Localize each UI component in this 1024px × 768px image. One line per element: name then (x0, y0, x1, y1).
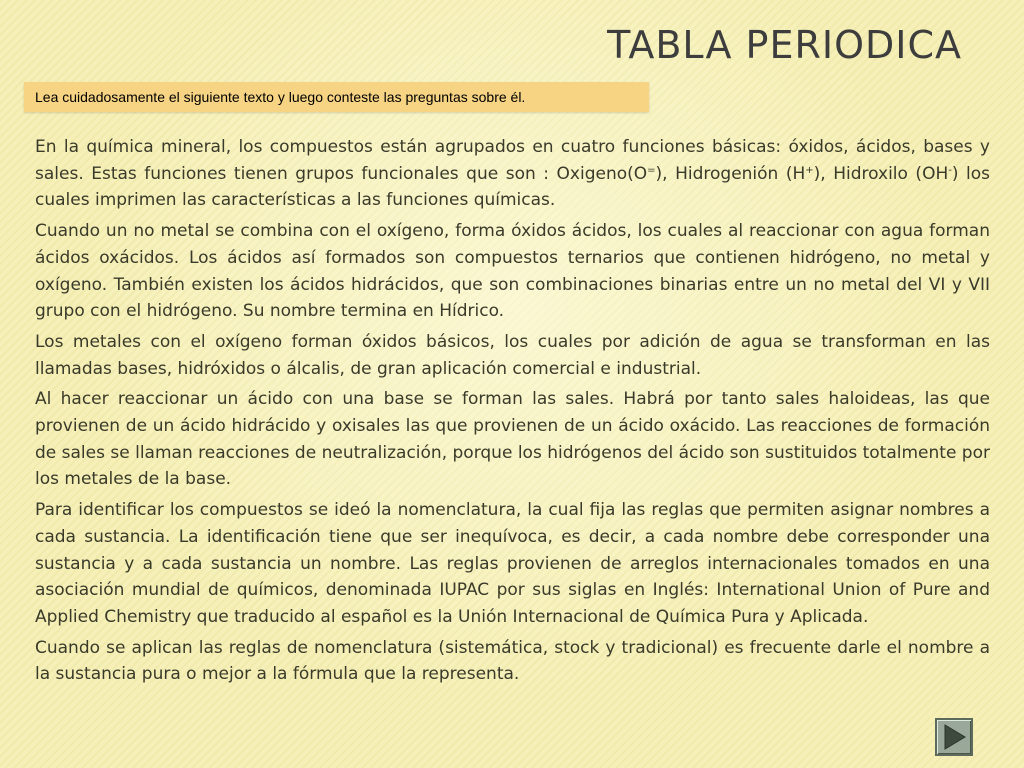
instruction-text: Lea cuidadosamente el siguiente texto y luego conteste las preguntas sobre él. (35, 89, 526, 105)
paragraph-bases: Los metales con el oxígeno forman óxidos básicos, los cuales por adición de agua se transforman en las llamadas bases, hidróxidos o álcalis, de gran aplicación comercial e industrial. (35, 331, 990, 379)
hydroxyl-charge: - (948, 164, 952, 176)
instruction-banner (24, 82, 649, 112)
paragraph-rules: Cuando se aplican las reglas de nomenclatura (sistemática, stock y tradicional) es frecuente darle el nombre a la sustancia pura o mejor a la fórmula que la representa. (35, 637, 990, 685)
paragraph-salts: Al hacer reaccionar un ácido con una base se forman las sales. Habrá por tanto sales haloideas, las que provienen de un ácido hidrácido y oxisales las que provienen de un ácido oxácido. Las reacciones de formación de sales se llaman reacciones de neutralización, porque los hidrógenos del ácido son sustituidos totalmente por los metales de la base. (35, 389, 990, 490)
paragraph-functions-text-d: ) los cuales imprimen las características a las funciones químicas. (35, 163, 990, 211)
next-slide-button[interactable] (935, 718, 973, 756)
paragraph-functions-text-b: ), Hidrogenión (H (655, 163, 806, 184)
slide-body (35, 134, 990, 692)
paragraph-acids: Cuando un no metal se combina con el oxígeno, forma óxidos ácidos, los cuales al reaccionar con agua forman ácidos oxácidos. Los ácidos así formados son compuestos ternarios que contienen hidrógeno, no metal y oxígeno. También existen los ácidos hidrácidos, que son combinaciones binarias entre un no metal del VI y VII grupo con el hidrógeno. Su nombre termina en Hídrico. (35, 221, 990, 322)
slide-title: TABLA PERIODICA (607, 23, 962, 67)
paragraph-functions-text-c: ), Hidroxilo (OH (813, 163, 949, 184)
play-next-icon (937, 720, 971, 754)
paragraph-functions-text-a: En la química mineral, los compuestos están agrupados en cuatro funciones básicas: óxidos, ácidos, bases y sales. Estas funciones tienen grupos funcionales que son : Oxigeno(O (35, 137, 990, 184)
paragraph-nomenclature: Para identificar los compuestos se ideó la nomenclatura, la cual fija las reglas que permiten asignar nombres a cada sustancia. La identificación tiene que ser inequívoca, es decir, a cada nombre debe corresponder una sustancia y a cada sustancia un nombre. Las reglas provienen de arreglos internacionales tomados en una asociación mundial de químicos, denominada IUPAC por sus siglas en Inglés: International Union of Pure and Applied Chemistry que traducido al español es la Unión Internacional de Química Pura y Aplicada. (35, 500, 990, 627)
hydrogen-charge: + (805, 164, 814, 176)
paragraph-functions (35, 134, 990, 214)
oxygen-charge: = (647, 164, 656, 176)
